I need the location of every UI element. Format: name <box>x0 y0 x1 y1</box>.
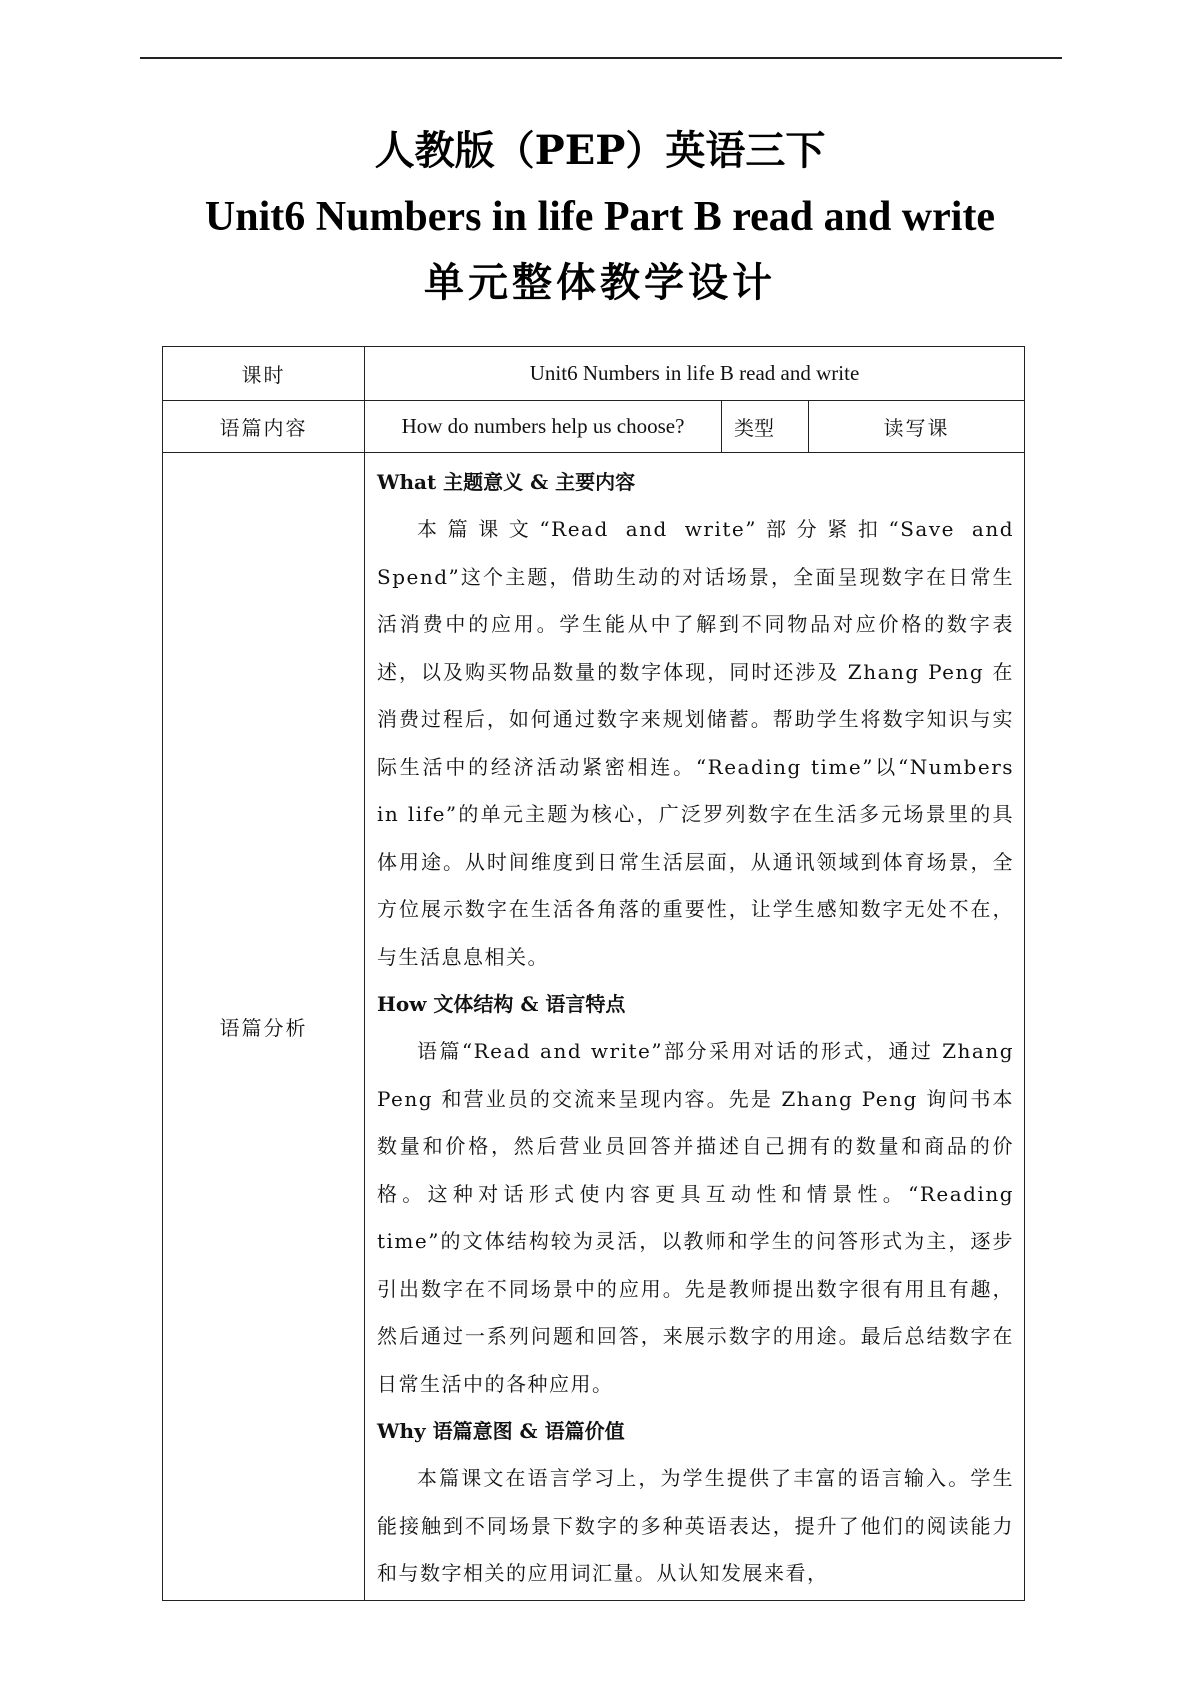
type-label: 类型 <box>722 401 809 453</box>
how-paragraph: 语篇“Read and write”部分采用对话的形式，通过 Zhang Peng 和营业员的交流来呈现内容。先是 Zhang Peng 询问书本数量和价格，然后营业员回答并描述自己拥有的数量和商品的价格。这种对话形式使内容更具互动性和情景性。“Reading time”的文体结构较为灵活，以教师和学生的问答形式为主，逐步引出数字在不同场景中的应用。先是教师提出数字很有用且有趣，然后通过一系列问题和回答，来展示数字的用途。最后总结数字在日常生活中的各种应用。 <box>377 1039 1015 1396</box>
text-content-value: How do numbers help us choose? <box>365 401 722 453</box>
table-row <box>163 453 1025 1601</box>
title-line-2: Unit6 Numbers in life Part B read and write <box>204 194 996 240</box>
text-analysis-label: 语篇分析 <box>163 453 365 1601</box>
table-row <box>163 347 1025 401</box>
document-title <box>0 118 1200 316</box>
type-value: 读写课 <box>809 401 1025 453</box>
how-heading: How 文体结构 & 语言特点 <box>377 992 626 1016</box>
what-paragraph: 本篇课文“Read and write”部分紧扣“Save and Spend”这个主题，借助生动的对话场景，全面呈现数字在日常生活消费中的应用。学生能从中了解到不同物品对应价格的数字表述，以及购买物品数量的数字体现，同时还涉及 Zhang Peng 在消费过程后，如何通过数字来规划储蓄。帮助学生将数字知识与实际生活中的经济活动紧密相连。“Reading time”以“Numbers in life”的单元主题为核心，广泛罗列数字在生活多元场景里的具体用途。从时间维度到日常生活层面，从通讯领域到体育场景，全方位展示数字在生活各角落的重要性，让学生感知数字无处不在，与生活息息相关。 <box>377 517 1015 969</box>
table-row <box>163 401 1025 453</box>
period-label: 课时 <box>163 347 365 401</box>
text-content-label: 语篇内容 <box>163 401 365 453</box>
period-value: Unit6 Numbers in life B read and write <box>365 347 1025 401</box>
text-analysis-content <box>365 453 1025 1601</box>
header-rule <box>140 57 1062 59</box>
title-line-3: 单元整体教学设计 <box>424 259 776 306</box>
why-paragraph: 本篇课文在语言学习上，为学生提供了丰富的语言输入。学生能接触到不同场景下数字的多种英语表达，提升了他们的阅读能力和与数字相关的应用词汇量。从认知发展来看， <box>377 1466 1015 1585</box>
title-line-1: 人教版（PEP）英语三下 <box>374 127 826 174</box>
lesson-plan-table <box>162 346 1025 1601</box>
what-heading: What 主题意义 & 主要内容 <box>377 470 636 494</box>
why-heading: Why 语篇意图 & 语篇价值 <box>377 1419 625 1443</box>
